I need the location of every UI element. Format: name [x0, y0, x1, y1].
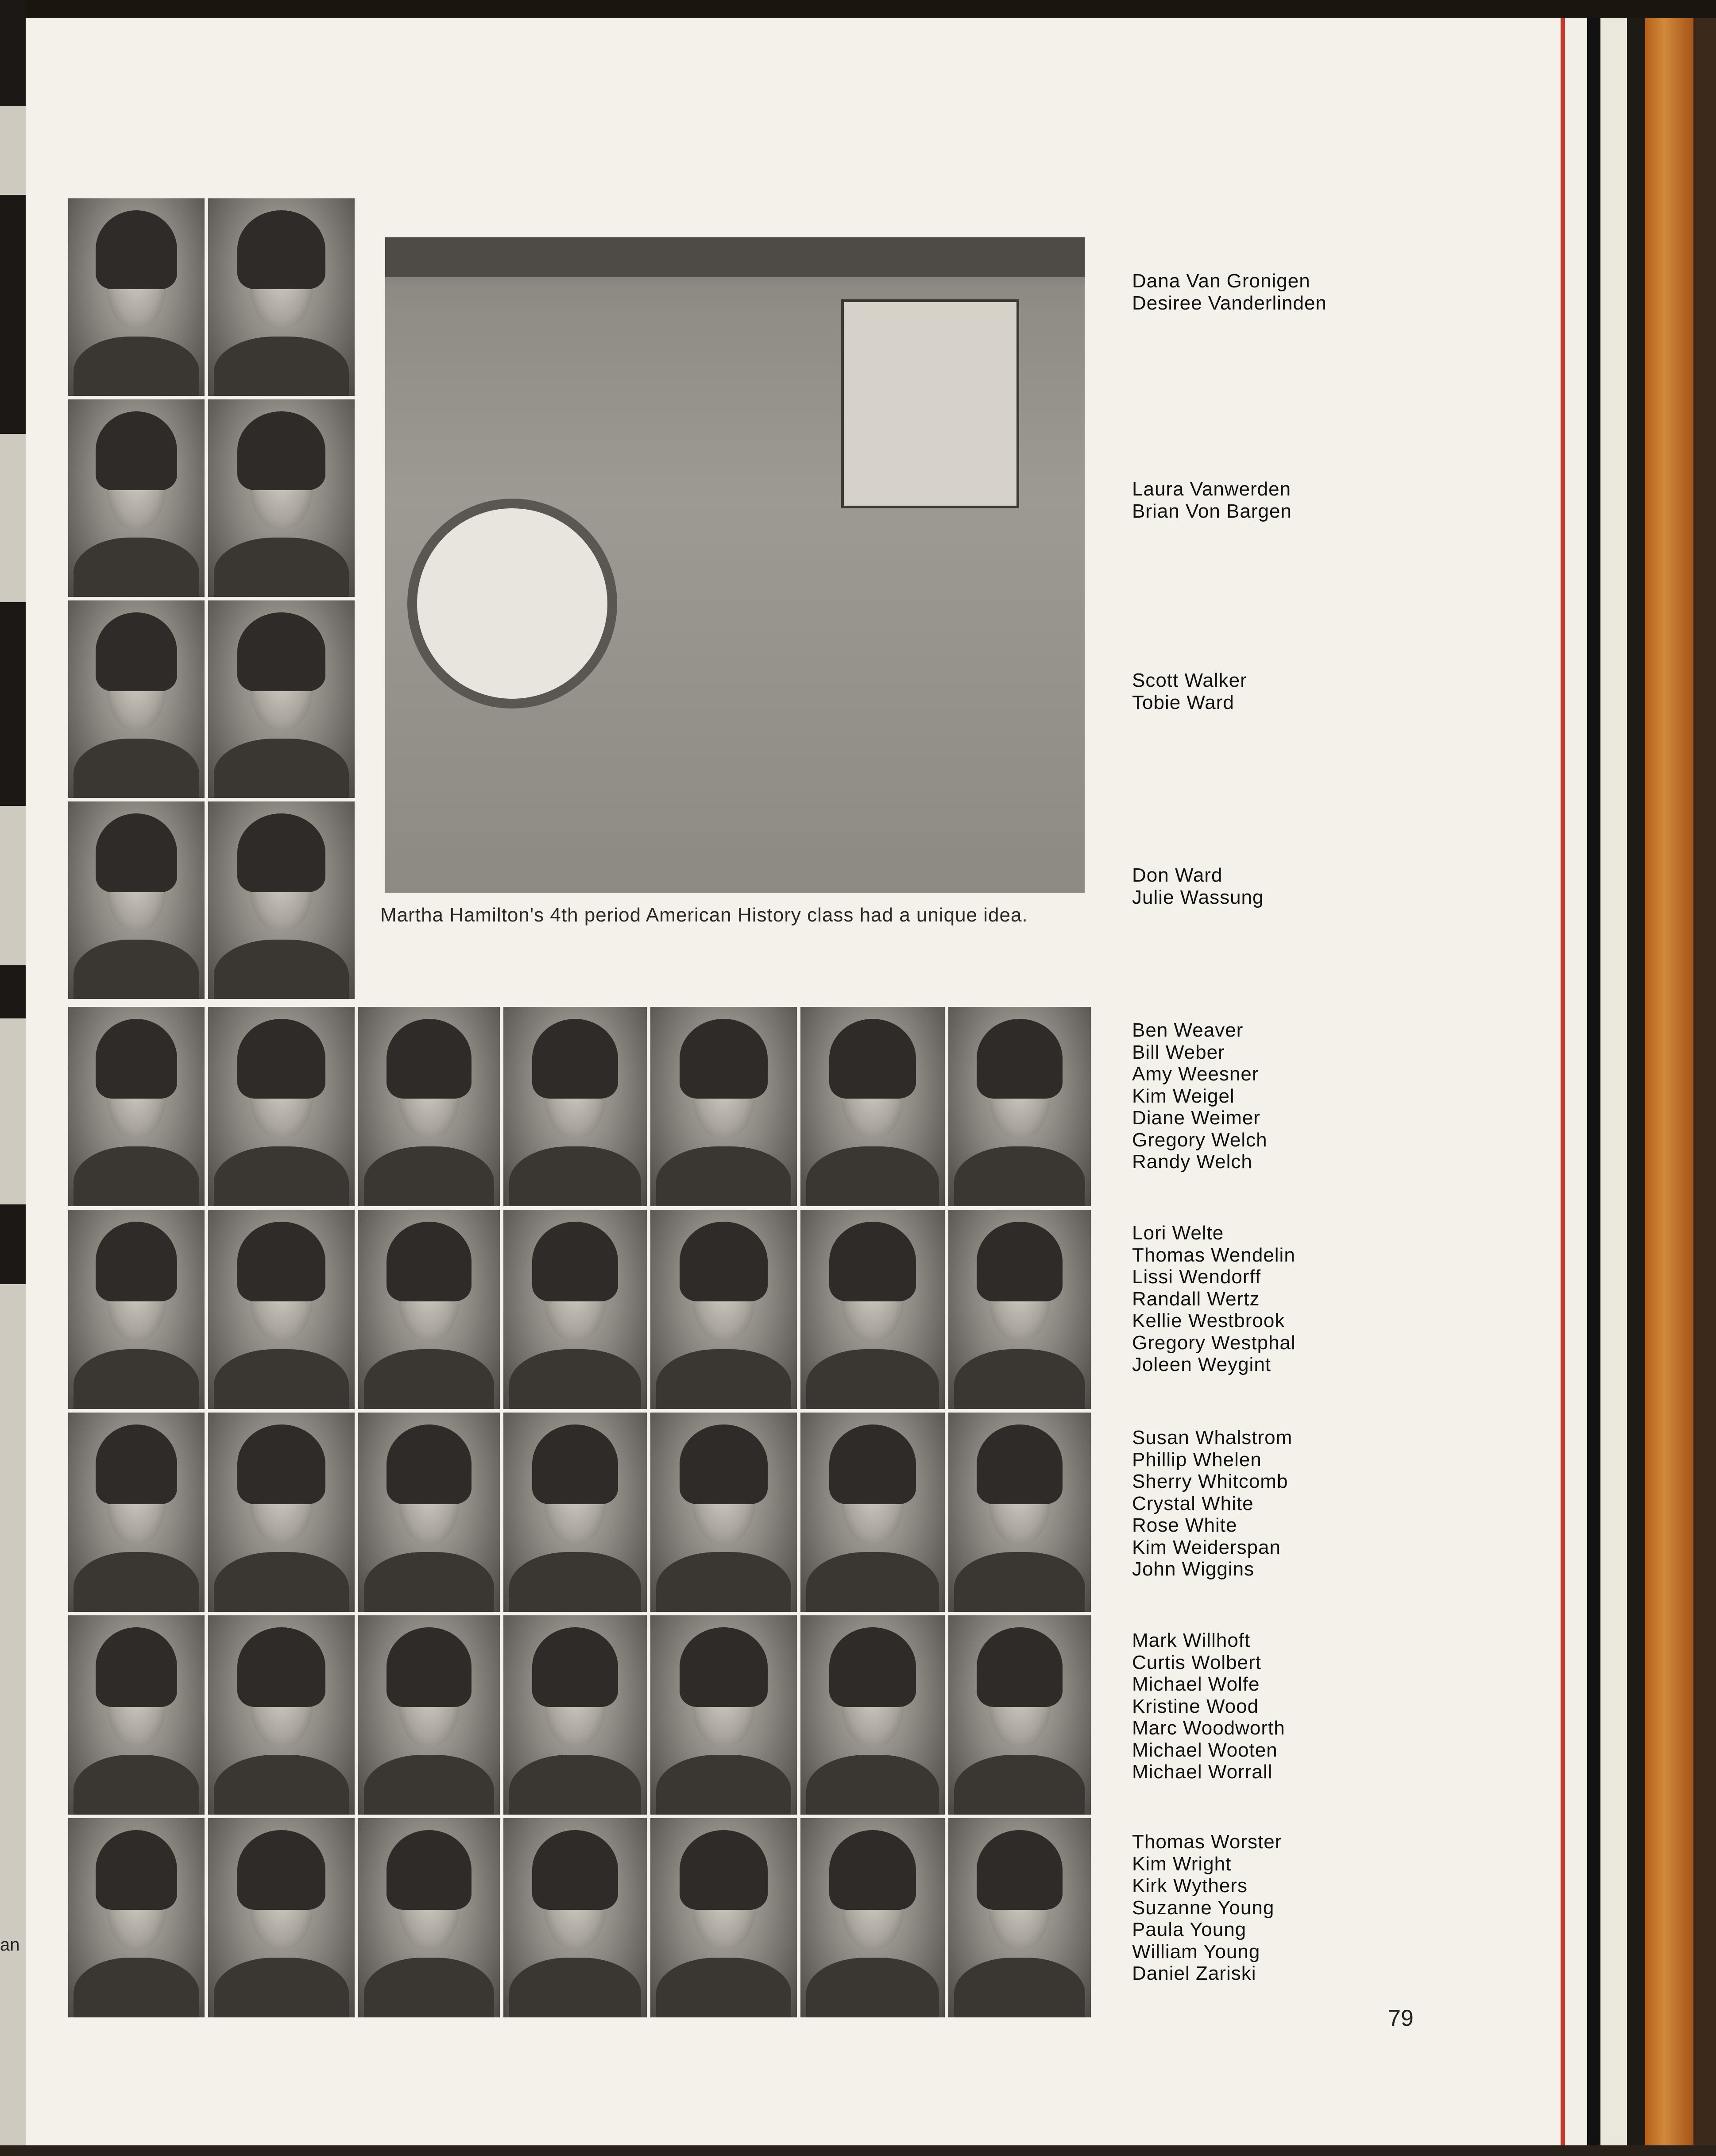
photo-ceiling [385, 237, 1085, 277]
student-name: Phillip Whelen [1132, 1448, 1262, 1471]
student-portrait [66, 398, 206, 599]
book-spine [1561, 18, 1716, 2145]
student-portrait [502, 1208, 649, 1411]
student-portrait [206, 599, 356, 800]
student-name: Amy Weesner [1132, 1063, 1259, 1085]
student-name: Joleen Weygint [1132, 1354, 1272, 1375]
student-portrait [66, 1816, 206, 2019]
student-portrait [502, 1411, 649, 1614]
student-portrait [66, 1005, 206, 1208]
student-name: Susan Whalstrom [1132, 1427, 1293, 1448]
student-name: Julie Wassung [1132, 886, 1264, 908]
page-bottom-edge [0, 2145, 1716, 2156]
student-portrait [799, 1614, 947, 1816]
student-name: John Wiggins [1132, 1558, 1255, 1580]
student-portrait [356, 1816, 502, 2019]
student-name: Michael Wolfe [1132, 1673, 1260, 1695]
student-name: Kirk Wythers [1132, 1875, 1248, 1897]
student-portrait [947, 1816, 1093, 2019]
student-name: Ben Weaver [1132, 1019, 1244, 1041]
name-list [1132, 270, 1327, 314]
student-name: Curtis Wolbert [1132, 1651, 1261, 1673]
student-portrait [66, 1208, 206, 1411]
student-name: Gregory Welch [1132, 1129, 1268, 1151]
student-name: Scott Walker [1132, 670, 1247, 691]
student-portrait [206, 800, 356, 1001]
student-name: Kim Wright [1132, 1853, 1232, 1875]
feature-photo [385, 237, 1085, 893]
student-name: Michael Wooten [1132, 1739, 1278, 1761]
student-portrait [799, 1816, 947, 2019]
student-portrait [799, 1005, 947, 1208]
student-portrait [947, 1614, 1093, 1816]
student-portrait [356, 1411, 502, 1614]
name-list [1132, 478, 1292, 522]
photo-caption: Martha Hamilton's 4th period American History class had a unique idea. [380, 904, 1028, 926]
student-name: Marc Woodworth [1132, 1717, 1285, 1739]
student-portrait [206, 398, 356, 599]
box-face-drawing [841, 299, 1019, 508]
student-portrait [206, 1614, 356, 1816]
page-top-edge [0, 0, 1716, 18]
student-name: Tobie Ward [1132, 691, 1234, 713]
student-name: Diane Weimer [1132, 1107, 1260, 1129]
student-portrait [649, 1411, 799, 1614]
clock-face-drawing [407, 499, 617, 708]
student-name: Daniel Zariski [1132, 1962, 1256, 1984]
student-name: Lori Welte [1132, 1222, 1224, 1244]
student-portrait [649, 1614, 799, 1816]
student-name: Gregory Westphal [1132, 1332, 1296, 1354]
student-portrait [206, 1411, 356, 1614]
student-name: Randy Welch [1132, 1151, 1252, 1173]
student-portrait [66, 1411, 206, 1614]
student-name: Kim Weigel [1132, 1085, 1235, 1107]
student-name: Lissi Wendorff [1132, 1266, 1261, 1288]
student-portrait [947, 1208, 1093, 1411]
name-list [1132, 864, 1264, 908]
name-list [1132, 670, 1247, 713]
student-portrait [206, 197, 356, 398]
student-portrait [356, 1005, 502, 1208]
adjacent-page-text: an [0, 1935, 20, 1955]
student-name: Rose White [1132, 1514, 1237, 1536]
student-portrait [66, 197, 206, 398]
student-portrait [649, 1005, 799, 1208]
adjacent-page-edge [0, 0, 26, 2156]
name-list [1132, 1019, 1268, 1173]
student-name: Dana Van Gronigen [1132, 270, 1310, 292]
student-portrait [799, 1208, 947, 1411]
student-portrait [206, 1208, 356, 1411]
student-name: Paula Young [1132, 1919, 1247, 1940]
student-portrait [502, 1005, 649, 1208]
student-portrait [947, 1005, 1093, 1208]
name-list [1132, 1630, 1285, 1783]
student-portrait [649, 1208, 799, 1411]
student-name: Brian Von Bargen [1132, 500, 1292, 522]
student-name: Crystal White [1132, 1492, 1254, 1514]
name-list [1132, 1427, 1292, 1580]
student-portrait [502, 1614, 649, 1816]
student-name: Kim Weiderspan [1132, 1536, 1281, 1558]
student-name: Michael Worrall [1132, 1761, 1273, 1783]
student-portrait [947, 1411, 1093, 1614]
student-name: Don Ward [1132, 864, 1223, 886]
student-name: Bill Weber [1132, 1041, 1225, 1063]
student-name: Mark Willhoft [1132, 1630, 1251, 1651]
student-name: Sherry Whitcomb [1132, 1471, 1288, 1492]
student-portrait [66, 800, 206, 1001]
student-portrait [66, 1614, 206, 1816]
student-name: Desiree Vanderlinden [1132, 292, 1327, 314]
page-number: 79 [1388, 2005, 1414, 2031]
student-name: Thomas Worster [1132, 1831, 1282, 1853]
student-name: Randall Wertz [1132, 1288, 1260, 1310]
student-name: Kristine Wood [1132, 1695, 1259, 1717]
student-portrait [206, 1816, 356, 2019]
student-portrait [356, 1208, 502, 1411]
student-portrait [649, 1816, 799, 2019]
student-portrait [799, 1411, 947, 1614]
student-portrait [66, 599, 206, 800]
student-portrait [356, 1614, 502, 1816]
name-list [1132, 1222, 1296, 1376]
student-name: Laura Vanwerden [1132, 478, 1291, 500]
student-name: Suzanne Young [1132, 1897, 1275, 1919]
student-name: Kellie Westbrook [1132, 1310, 1285, 1332]
student-name: Thomas Wendelin [1132, 1244, 1295, 1266]
student-portrait [502, 1816, 649, 2019]
student-name: William Young [1132, 1940, 1260, 1962]
name-list [1132, 1831, 1282, 1985]
student-portrait [206, 1005, 356, 1208]
